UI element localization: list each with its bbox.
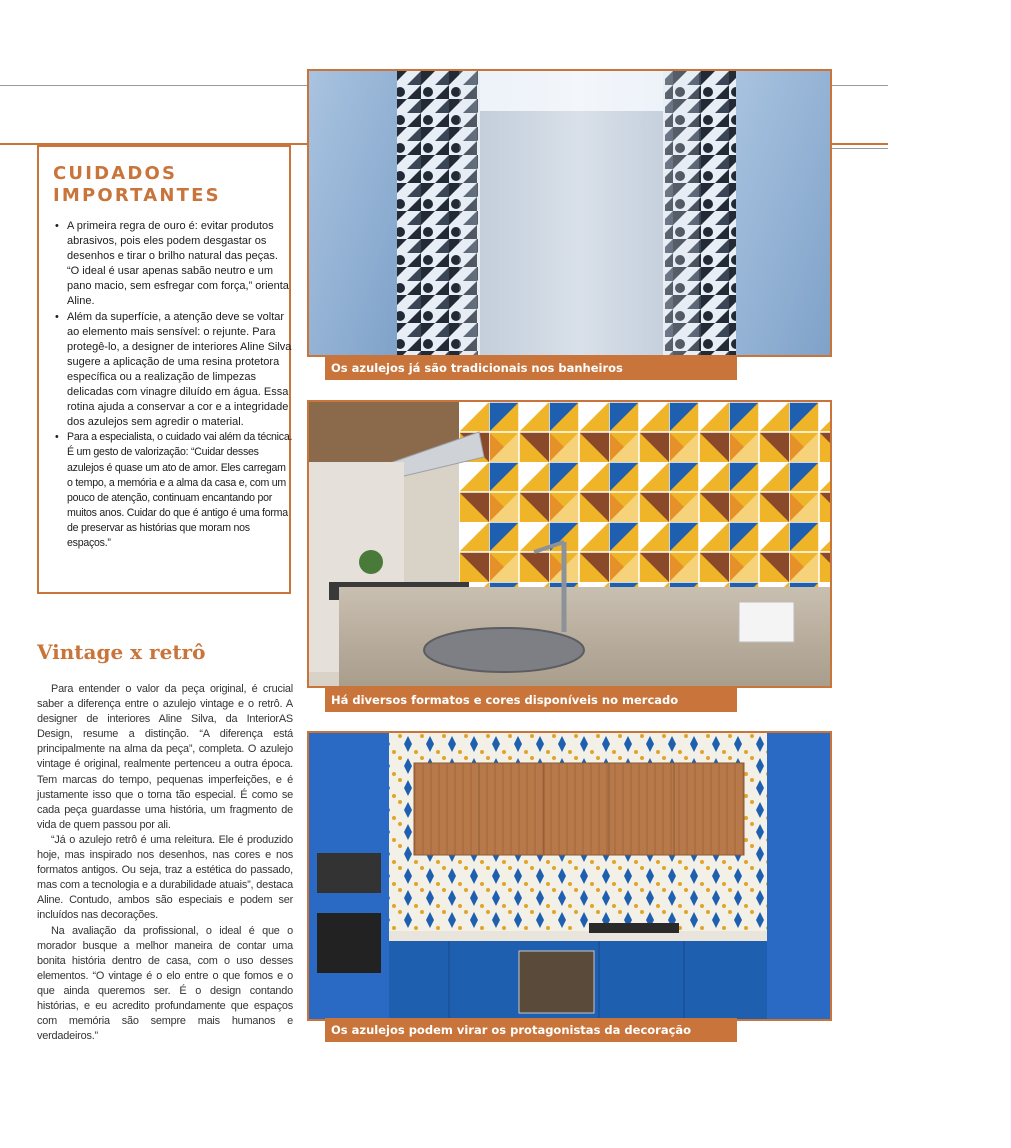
- tips-list: [53, 219, 293, 551]
- article-paragraph: “Já o azulejo retrô é uma releitura. Ele é produzido hoje, mas inspirado nos desenhos, nas cores e nos formatos antigos. Ou seja, traz a estética do passado, mas com a tecnologia e a durabilidade atuais”, destaca Aline. Contudo, ambos são especiais e podem ser incluídos nas decorações.: [37, 833, 293, 922]
- article-paragraph: Para entender o valor da peça original, é crucial saber a diferença entre o azulejo vintage e o retrô. A designer de interiores Aline Silva, da InteriorAS Design, resume a distinção. “A diferença está principalmente na alma da peça”, completa. O azulejo vintage é original, realmente pertenceu a outra época. Tem marcas do tempo, pequenas imperfeições, e é justamente isso que o torna tão especial. É como se cada peça guardasse uma história, um fragmento de vida de quem passou por ali.: [37, 683, 293, 831]
- top-rule-left: [0, 85, 307, 86]
- photo-kitchen-blue: [307, 731, 832, 1021]
- top-rule-right-thin: [832, 148, 888, 149]
- photo-kitchen-colorful: [307, 400, 832, 688]
- tips-box: [37, 145, 291, 594]
- photo-caption: Os azulejos já são tradicionais nos banheiros: [325, 356, 737, 380]
- photo-bathroom: [307, 69, 832, 357]
- article-paragraph: Na avaliação da profissional, o ideal é que o morador busque a melhor maneira de contar uma bonita história dentro de casa, com o uso desses elementos. “O vintage é o elo entre o que fomos e o que ainda queremos ser. É o design contando histórias, e eu acredito profundamente que espaços com memória são sempre mais humanos e verdadeiros.”: [37, 924, 293, 1043]
- article-body: [37, 682, 293, 1044]
- tips-item: • A primeira regra de ouro é: evitar produtos abrasivos, pois eles podem desgastar os desenhos e tirar o brilho natural das peças. “O ideal é usar apenas sabão neutro e um pano macio, sem esfregar com força,” orienta Aline.: [67, 219, 293, 310]
- tips-title-line2: IMPORTANTES: [53, 185, 221, 206]
- photo-caption: Há diversos formatos e cores disponíveis no mercado: [325, 688, 737, 712]
- tips-box-title: [53, 163, 221, 207]
- article-heading: Vintage x retrô: [37, 640, 206, 664]
- photo-caption: Os azulejos podem virar os protagonistas da decoração: [325, 1018, 737, 1042]
- tips-item: • Para a especialista, o cuidado vai além da técnica. É um gesto de valorização: “Cuidar desses azulejos é quase um ato de amor. Eles carregam o tempo, a memória e a alma da casa e, com um pouco de atenção, continuam encantando por muitos anos. Cuidar do que é antigo é uma forma de preservar as histórias que moram nos espaços.”: [67, 430, 293, 551]
- top-rule-right: [832, 85, 888, 86]
- tips-item: • Além da superfície, a atenção deve se voltar ao elemento mais sensível: o rejunte. Para protegê-lo, a designer de interiores Aline Silva sugere a aplicação de uma resina protetora específica ou a realização de limpezas delicadas com vinagre diluído em água. Essa rotina ajuda a conservar a cor e a integridade dos azulejos sem agredir o material.: [67, 310, 293, 431]
- top-rule-orange-right: [832, 143, 888, 145]
- tips-title-line1: CUIDADOS: [53, 163, 178, 184]
